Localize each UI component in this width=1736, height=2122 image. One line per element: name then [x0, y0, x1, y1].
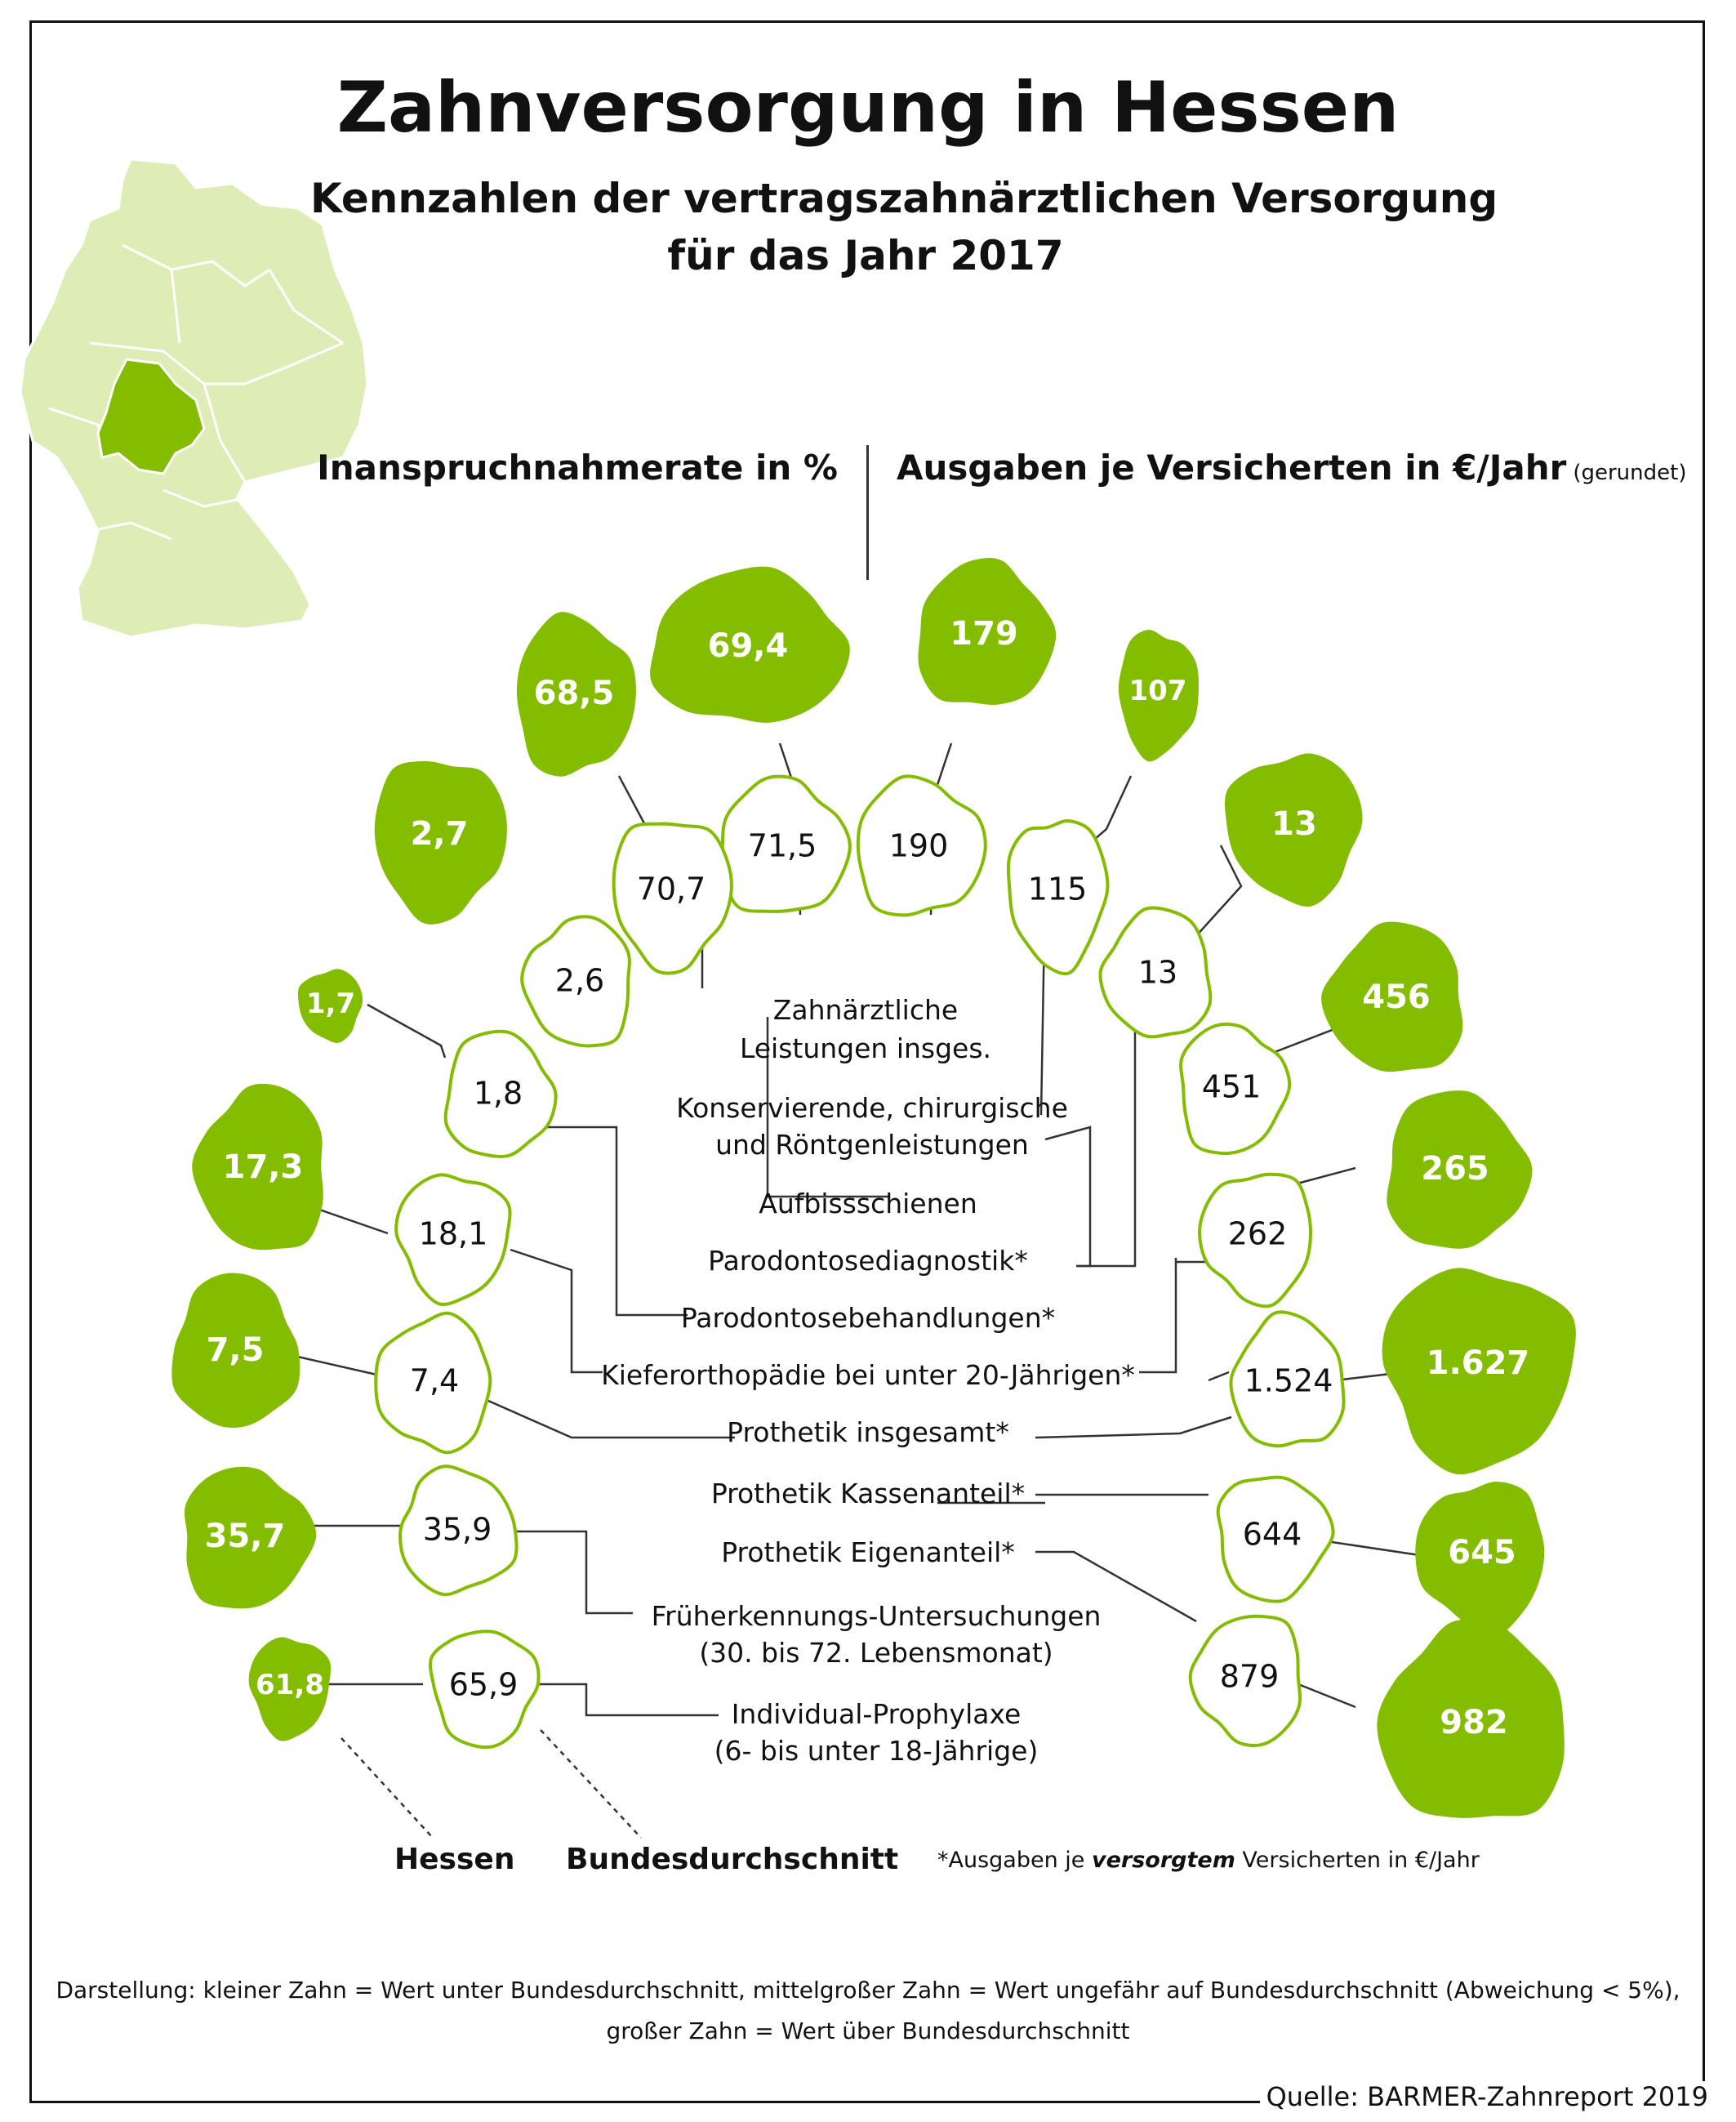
legend-bundesdurchschnitt: Bundesdurchschnitt	[566, 1843, 899, 1876]
tooth-exp-bund-value: 1.524	[1244, 1362, 1333, 1399]
category-label: Parodontosebehandlungen*	[680, 1302, 1056, 1334]
note-line-2: großer Zahn = Wert über Bundesdurchschnitt	[606, 2017, 1130, 2044]
tooth-exp-bund-value: 115	[1027, 871, 1088, 907]
connector-line	[1035, 1417, 1231, 1438]
tooth-exp-hessen-value: 13	[1271, 805, 1317, 843]
footnote	[937, 1848, 1480, 1873]
footnote-pre: *Ausgaben je	[937, 1848, 1092, 1873]
category-label: Konservierende, chirurgische	[676, 1092, 1068, 1124]
tooth-rate-hessen-value: 1,7	[305, 987, 356, 1020]
legend-hessen-line	[341, 1738, 433, 1838]
category-label: Prothetik Eigenanteil*	[721, 1536, 1015, 1568]
connector-line	[294, 1356, 384, 1376]
connector-line	[523, 1684, 719, 1715]
category-labels	[601, 994, 1135, 1767]
tooth-exp-hessen-value: 1.627	[1426, 1344, 1530, 1382]
tooth-rate-hessen-value: 2,7	[410, 815, 469, 853]
subtitle-line-2: für das Jahr 2017	[667, 232, 1064, 279]
subtitle-line-1: Kennzahlen der vertragszahnärztlichen Versorgung	[310, 175, 1498, 222]
tooth-exp-bund-value: 879	[1219, 1658, 1280, 1695]
source-credit: Quelle: BARMER-Zahnreport 2019	[1260, 2081, 1708, 2112]
tooth-rate-hessen-value: 35,7	[204, 1518, 286, 1555]
category-label: Früherkennungs-Untersuchungen	[651, 1600, 1102, 1632]
tooth-exp-hessen-value: 456	[1362, 979, 1431, 1016]
tooth-exp-hessen-value: 179	[950, 615, 1018, 653]
note-line-1: Darstellung: kleiner Zahn = Wert unter Bundesdurchschnitt, mittelgroßer Zahn = Wert ungefähr auf Bundesdurchschnitt (Abweichung < 5%),	[56, 1977, 1680, 2004]
connector-line	[488, 1401, 735, 1438]
category-label: Individual-Prophylaxe	[731, 1698, 1022, 1730]
tooth-rate-bund-value: 2,6	[554, 962, 605, 999]
subtitle	[310, 170, 1498, 284]
tooth-rate-bund-value: 7,4	[409, 1362, 460, 1399]
tooth-rate-bund-value: 71,5	[747, 827, 817, 864]
category-label: (6- bis unter 18-Jährige)	[714, 1735, 1039, 1767]
tooth-rate-bund-value: 70,7	[636, 871, 706, 907]
header-usage-rate: Inanspruchnahmerate in %	[317, 448, 838, 488]
header-expenditure-label: Ausgaben je Versicherten in €/Jahr	[897, 448, 1567, 488]
connector-line	[1176, 1258, 1206, 1262]
connector-line	[1045, 1127, 1090, 1266]
page-title: Zahnversorgung in Hessen	[336, 67, 1400, 149]
tooth-exp-hessen-value: 645	[1448, 1534, 1516, 1571]
category-label: Parodontosediagnostik*	[708, 1245, 1028, 1277]
footnote-post: Versicherten in €/Jahr	[1235, 1848, 1480, 1873]
tooth-exp-hessen-value: 982	[1440, 1704, 1508, 1741]
tooth-rate-hessen-value: 61,8	[256, 1668, 324, 1701]
tooth-rate-hessen-value: 7,5	[206, 1331, 265, 1369]
tooth-rate-bund-value: 1,8	[473, 1075, 523, 1112]
connector-line	[510, 1250, 603, 1372]
tooth-exp-bund-value: 644	[1242, 1516, 1302, 1553]
footnote-emphasis: versorgtem	[1091, 1848, 1235, 1873]
tooth-exp-hessen-value: 265	[1421, 1150, 1489, 1188]
header-expenditure-note: (gerundet)	[1573, 461, 1687, 485]
tooth-rate-hessen-value: 68,5	[533, 675, 615, 712]
connector-line	[1209, 1372, 1229, 1380]
tooth-rate-bund-value: 35,9	[422, 1511, 492, 1548]
tooth-exp-bund-value: 190	[888, 827, 949, 864]
category-label: Prothetik insgesamt*	[727, 1416, 1009, 1448]
category-label: Aufbissschienen	[759, 1188, 977, 1219]
legend-bund-line	[541, 1730, 641, 1838]
category-label: und Röntgenleistungen	[715, 1129, 1029, 1161]
tooth-rate-hessen-value: 17,3	[222, 1148, 304, 1186]
connector-line	[1139, 1262, 1176, 1372]
header-divider	[866, 445, 869, 580]
tooth-exp-hessen-value: 107	[1128, 674, 1187, 707]
category-label: Prothetik Kassenanteil*	[710, 1478, 1026, 1509]
connector-line	[1294, 1168, 1355, 1184]
tooth-rate-bund-value: 18,1	[418, 1215, 488, 1252]
header-expenditure	[897, 448, 1686, 488]
connector-line	[514, 1531, 633, 1613]
legend-hessen: Hessen	[394, 1843, 515, 1876]
category-label: Zahnärztliche	[772, 994, 959, 1026]
tooth-exp-bund-value: 13	[1137, 954, 1178, 991]
tooth-rate-bund-value: 65,9	[448, 1666, 519, 1703]
tooth-exp-bund-value: 451	[1201, 1068, 1262, 1105]
tooth-exp-bund-value: 262	[1227, 1215, 1288, 1252]
connector-line	[367, 1005, 445, 1058]
category-label: Kieferorthopädie bei unter 20-Jährigen*	[601, 1359, 1135, 1391]
category-label: Leistungen insges.	[739, 1032, 992, 1064]
category-label: (30. bis 72. Lebensmonat)	[699, 1637, 1053, 1669]
tooth-rate-hessen-value: 69,4	[707, 627, 789, 665]
